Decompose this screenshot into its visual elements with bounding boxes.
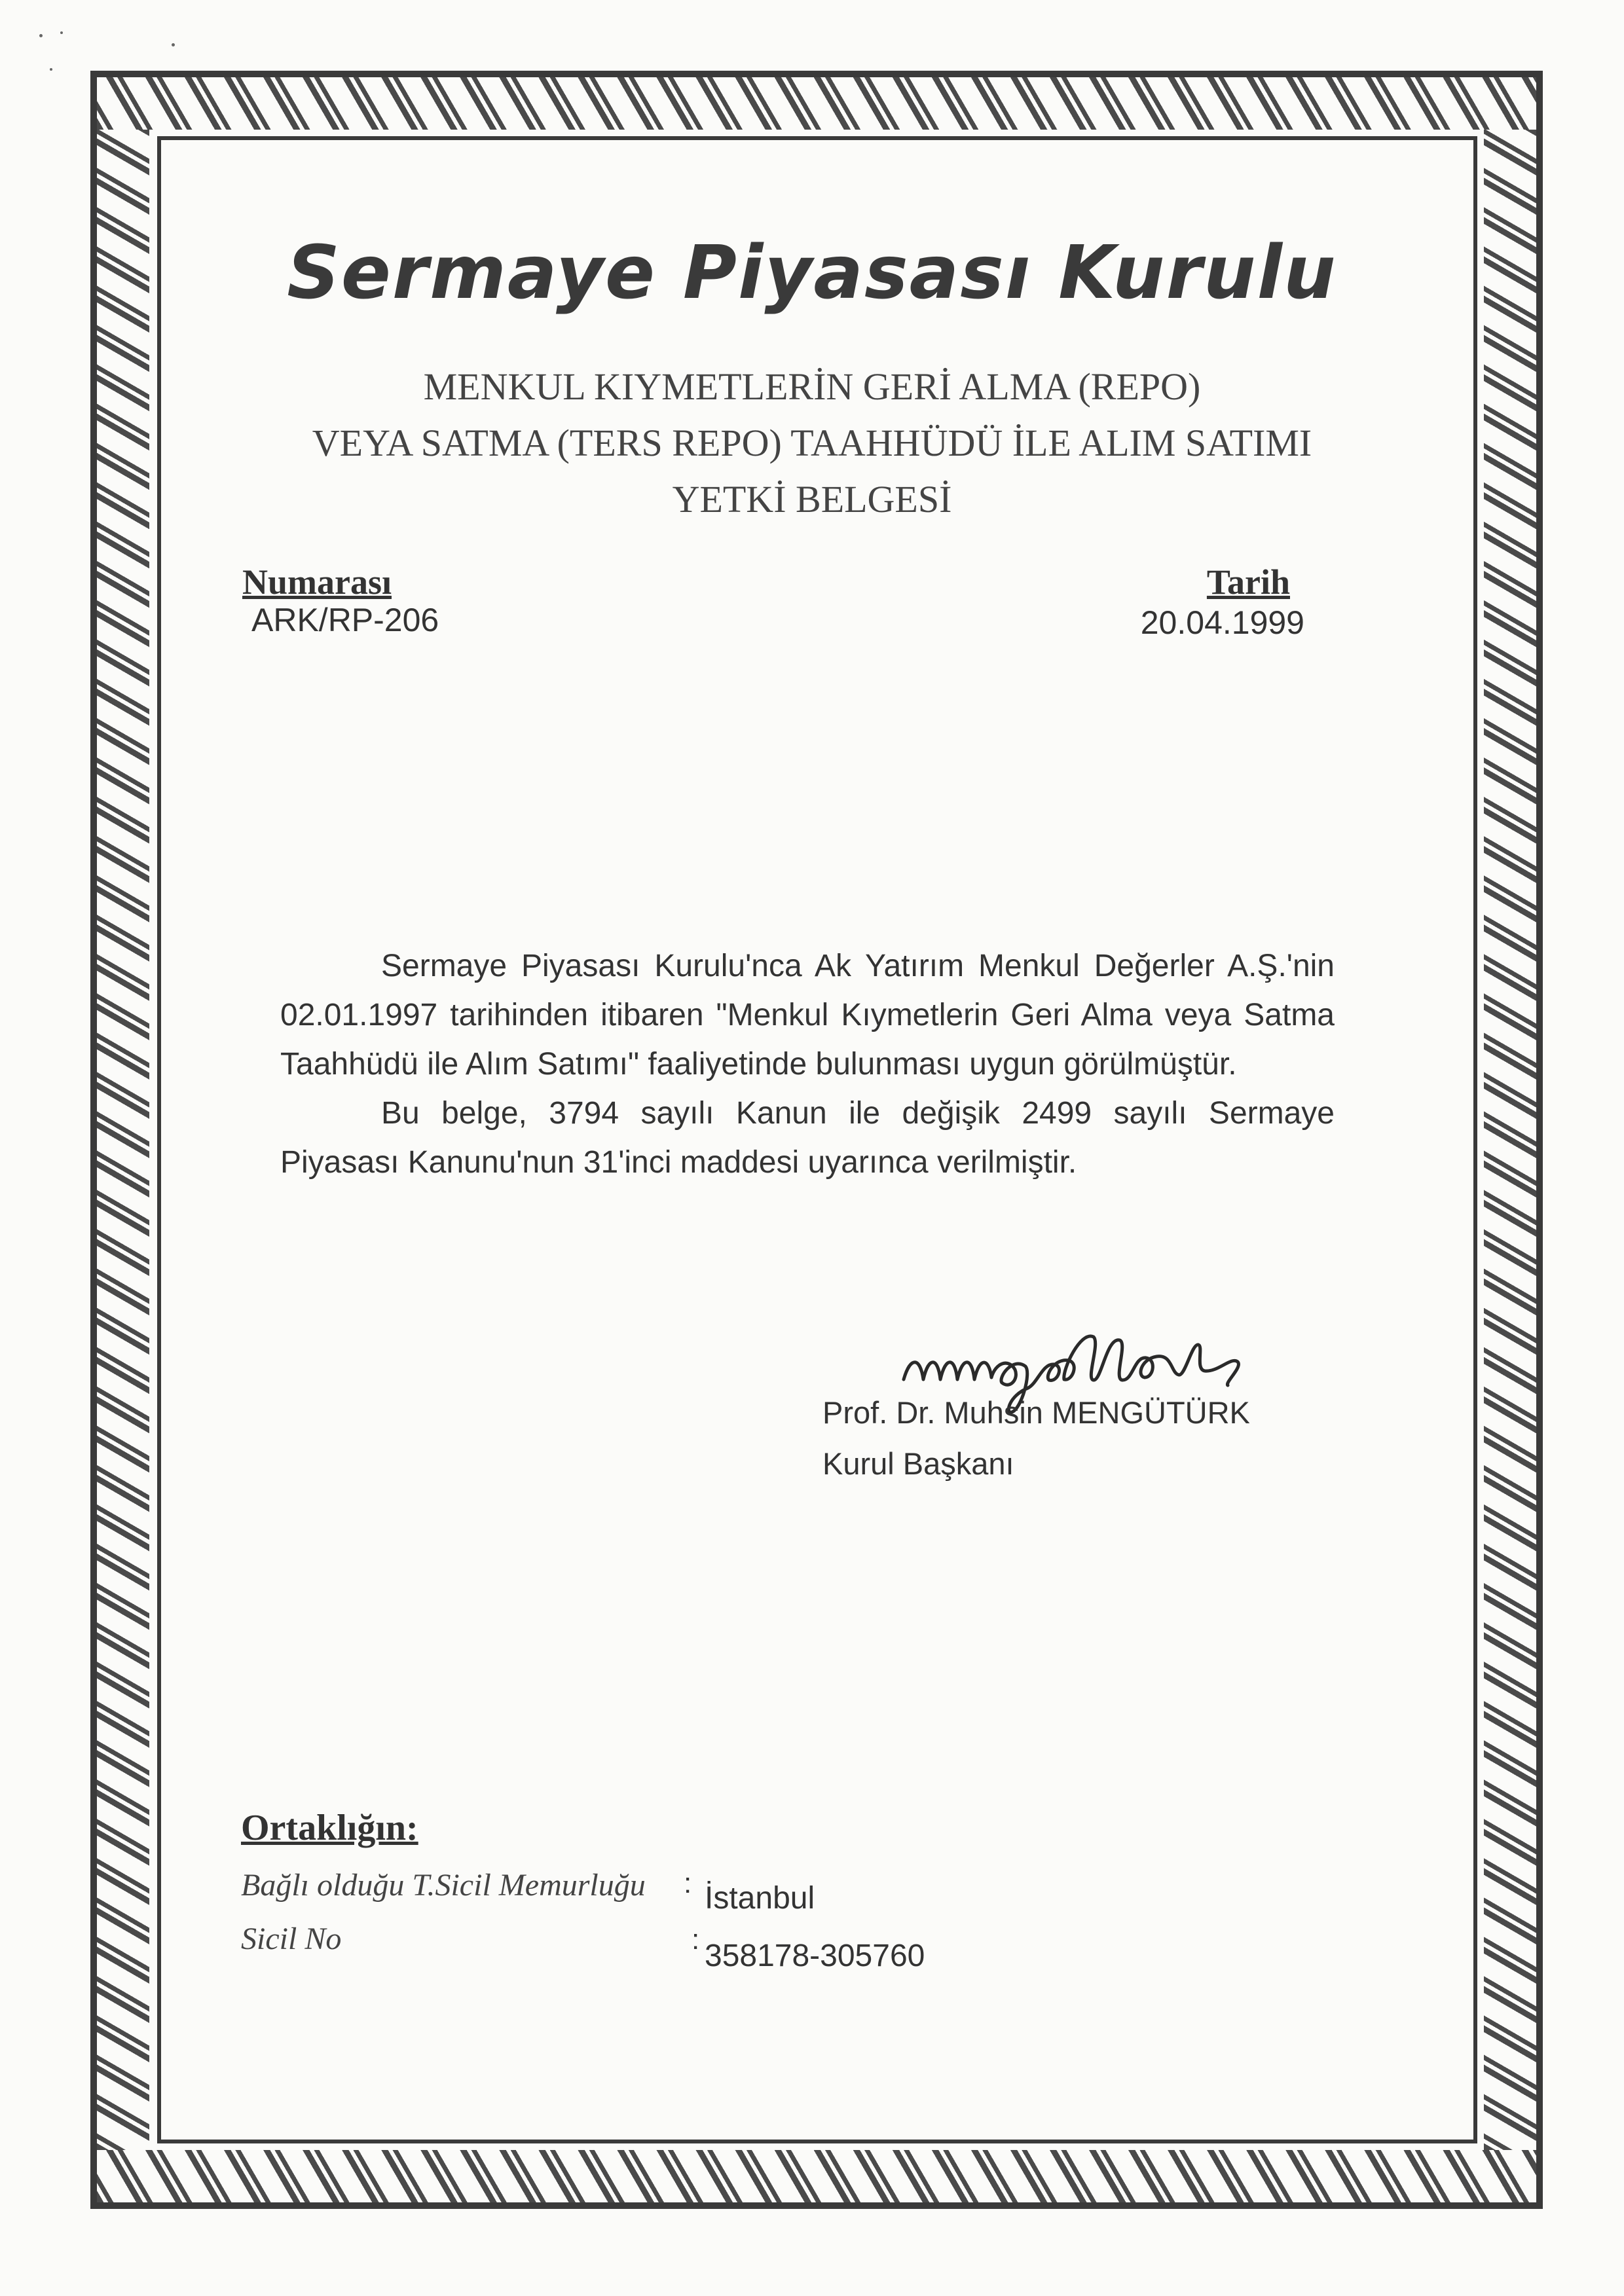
decorative-border-bottom xyxy=(97,2150,1536,2202)
scan-speck xyxy=(39,34,43,37)
number-label: Numarası xyxy=(242,562,392,602)
registry-number-value: 358178-305760 xyxy=(705,1939,925,1973)
document-title-line: MENKUL KIYMETLERİN GERİ ALMA (REPO) xyxy=(423,365,1201,408)
registration-heading: Ortaklığın: xyxy=(241,1808,418,1848)
separator-colon: : xyxy=(692,1923,700,1956)
document-title-line: YETKİ BELGESİ xyxy=(672,478,952,520)
separator-colon: : xyxy=(684,1867,692,1899)
date-label: Tarih xyxy=(1206,562,1290,602)
signatory-title: Kurul Başkanı xyxy=(822,1446,1014,1481)
body-paragraph: Bu belge, 3794 sayılı Kanun ile değişik 2499 sayılı Sermaye Piyasası Kanunu'nun 31'inci maddesi uyarınca verilmiştir. xyxy=(280,1096,1335,1180)
organization-title: Sermaye Piyasası Kurulu xyxy=(287,230,1337,316)
scan-speck xyxy=(50,68,52,71)
document-title-line: VEYA SATMA (TERS REPO) TAAHHÜDÜ İLE ALIM SATIMI xyxy=(312,422,1312,464)
signatory-name: Prof. Dr. Muhsin MENGÜTÜRK xyxy=(822,1395,1250,1430)
scan-speck xyxy=(60,31,63,34)
registry-number-label: Sicil No xyxy=(241,1922,342,1956)
number-value: ARK/RP-206 xyxy=(251,602,439,638)
registry-value: İstanbul xyxy=(705,1881,815,1916)
date-value: 20.04.1999 xyxy=(1140,604,1304,641)
registry-label: Bağlı olduğu T.Sicil Memurluğu xyxy=(241,1868,646,1903)
decorative-border-top xyxy=(97,77,1536,130)
document-title xyxy=(0,359,1624,528)
body-text xyxy=(280,941,1335,1187)
body-paragraph: Sermaye Piyasası Kurulu'nca Ak Yatırım Menkul Değerler A.Ş.'nin 02.01.1997 tarihinden itibaren "Menkul Kıymetlerin Geri Alma veya Satma Taahhüdü ile Alım Satımı" faaliyetinde bulunması uygun görülmüştür. xyxy=(280,949,1335,1082)
scan-speck xyxy=(172,43,175,46)
